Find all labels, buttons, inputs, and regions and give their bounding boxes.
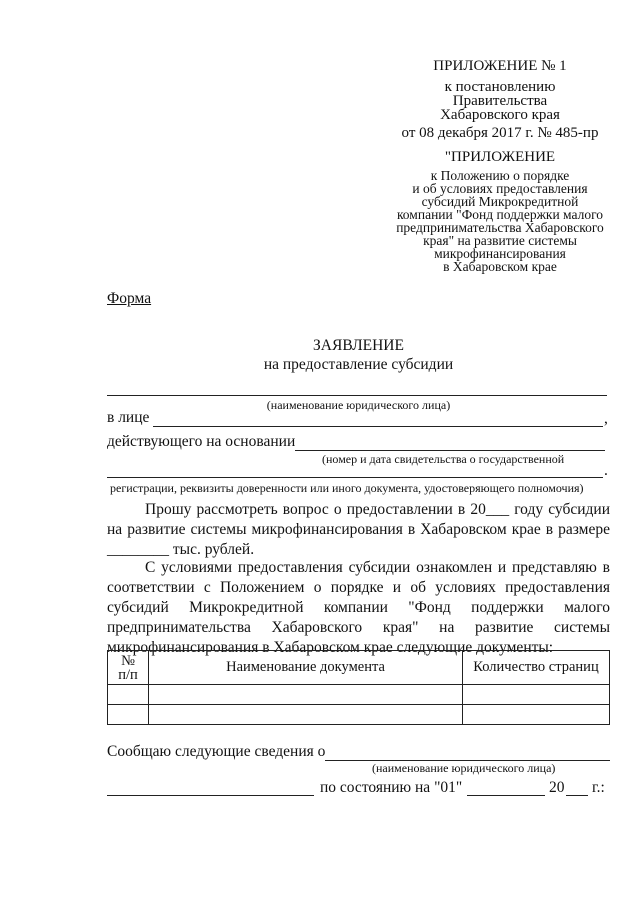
conditions-paragraph: С условиями предоставления субсидии ознакомлен и представляю в соответствии с Положением о порядке и об условиях предоставления субсидий Микрокредитной компании "Фонд поддержки малого предпринимательства Хабаровского края" на развитие системы микрофинансирования в Хабаровском крае следующие документы:: [107, 559, 610, 656]
table-cell[interactable]: [108, 705, 149, 725]
col-pages-header: Количество страниц: [463, 651, 610, 685]
as-of-month-line[interactable]: [467, 795, 545, 796]
sub-appendix-line-1: к Положению о порядке: [430, 168, 570, 183]
registration-line[interactable]: [107, 477, 603, 478]
sub-appendix-line-5: предпринимательства Хабаровского: [396, 220, 604, 235]
table-cell[interactable]: [108, 685, 149, 705]
sub-appendix-line-3: субсидий Микрокредитной: [421, 194, 579, 209]
as-of-org-line[interactable]: [107, 795, 314, 796]
table-cell[interactable]: [463, 685, 610, 705]
form-label: Форма: [107, 290, 152, 307]
org-name-caption: (наименование юридического лица): [266, 398, 451, 412]
sub-appendix-line-6: края" на развитие системы: [423, 233, 577, 248]
as-of-label: по состоянию на "01": [320, 779, 463, 796]
document-subtitle: на предоставление субсидии: [263, 356, 454, 373]
in-person-comma: ,: [604, 410, 608, 427]
appendix-line-2: Правительства: [452, 93, 548, 109]
in-person-line[interactable]: [153, 426, 603, 427]
report-label: Сообщаю следующие сведения о: [107, 743, 326, 760]
report-caption: (наименование юридического лица): [372, 761, 556, 775]
table-row[interactable]: [108, 685, 610, 705]
appendix-line-4: от 08 декабря 2017 г. № 485-пр: [401, 125, 599, 141]
appendix-line-3: Хабаровского края: [440, 107, 560, 123]
basis-caption: (номер и дата свидетельства о государственной: [322, 452, 565, 466]
basis-label: действующего на основании: [107, 433, 296, 450]
table-cell[interactable]: [149, 685, 463, 705]
in-person-label: в лице: [107, 409, 150, 426]
col-number-line-2: п/п: [118, 666, 138, 683]
col-number-header: [108, 651, 149, 685]
sub-appendix-title: "ПРИЛОЖЕНИЕ: [444, 149, 556, 165]
col-number-line-1: №: [121, 652, 135, 669]
sub-appendix-line-7: микрофинансирования: [434, 246, 566, 261]
table-cell[interactable]: [463, 705, 610, 725]
registration-period: .: [604, 462, 608, 479]
year-prefix: 20: [549, 779, 565, 796]
basis-line[interactable]: [295, 450, 605, 451]
appendix-line-1: к постановлению: [444, 79, 556, 95]
sub-appendix-line-4: компании "Фонд поддержки малого: [396, 207, 604, 222]
year-line[interactable]: [566, 795, 588, 796]
registration-caption: регистрации, реквизиты доверенности или иного документа, удостоверяющего полномочия): [110, 481, 584, 495]
table-cell[interactable]: [149, 705, 463, 725]
org-name-line[interactable]: [107, 395, 607, 396]
sub-appendix-line-8: в Хабаровском крае: [443, 259, 557, 274]
sub-appendix-line-2: и об условиях предоставления: [412, 181, 588, 196]
request-paragraph: Прошу рассмотреть вопрос о предоставлении в 20___ году субсидии на развитие системы микрофинансирования в Хабаровском крае в размере ________ тыс. рублей.: [107, 501, 610, 558]
table-row[interactable]: [108, 705, 610, 725]
year-suffix: г.:: [592, 779, 605, 796]
appendix-title: ПРИЛОЖЕНИЕ № 1: [433, 58, 567, 74]
documents-table: [107, 650, 610, 725]
table-header-row: [108, 651, 610, 685]
col-name-header: Наименование документа: [149, 651, 463, 685]
document-title: ЗАЯВЛЕНИЕ: [313, 337, 404, 354]
